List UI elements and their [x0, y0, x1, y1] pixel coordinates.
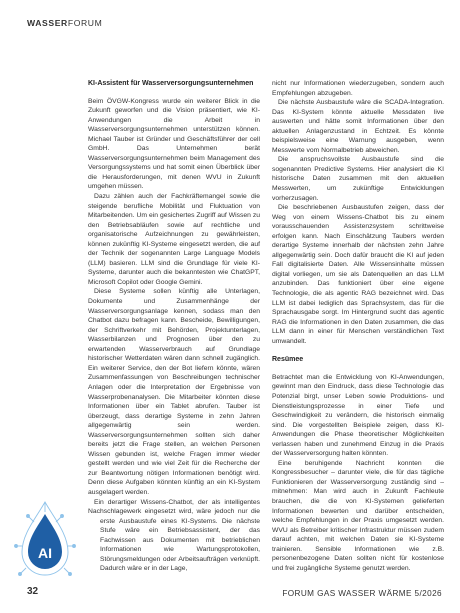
paragraph: Die nächste Ausbaustufe wäre die SCADA-Integration. Das KI-System könnte aktuelle Messdaten live auswerten und hätte somit Informationen über den aktuellen Anlagenzustand in Echtzeit. Es könnte beispielsweise eine Warnung ausgeben, wenn Messwerte vom Normalbetrieb abweichen. [272, 99, 444, 154]
ai-drop-icon [14, 498, 76, 584]
header-brand-normal: FORUM [67, 18, 103, 28]
magazine-section-header [27, 18, 102, 28]
paragraph: Beim ÖVGW-Kongress wurde ein weiterer Blick in die Zukunft geworfen und die Vision präsentiert, wie KI-Anwendungen die Arbeit in Wasserversorgungsunternehmen unterstützen können. Michael Tauber ist Gründer und Geschäftsführer der cell GmbH. Das Unternehmen berät Wasserversorgungsunternehmen beim Management des Versorgungssystems und hat somit einen Überblick über die Herausforderungen, mit denen WVU in Zukunft umgehen müssen. [88, 97, 260, 191]
right-column [272, 79, 444, 573]
paragraph: Betrachtet man die Entwicklung von KI-Anwendungen, gewinnt man den Eindruck, dass diese Technologie das Potenzial birgt, unser Leben sowie Produktions- und Dienstleistungsprozesse in einer Tiefe und Geschwindigkeit zu verändern, die historisch einmalig sind. Die vorgestellten Beispiele zeigen, dass KI-Anwendungen die Phase theoretischer Möglichkeiten verlassen haben und zunehmend Einzug in die Praxis der Wasserversorgung halten könnten. [272, 373, 444, 458]
header-brand-bold: WASSER [27, 18, 68, 28]
paragraph: Diese Systeme sollen künftig alle Unterlagen, Dokumente und Zusammenhänge der Wasserversorgungsanlage kennen, sodass man den Chatbot dazu befragen kann. Bescheide, Bewilligungen, der Schriftverkehr mit Behörden, Projektunterlagen, Wasserbilanzen und Prognosen über den zu erwartenden Wasserverbrauch auf Grundlage historischer Wetterdaten wären dann schnell zugänglich. Ein weiterer Service, den der Bot liefern könnte, wären Zusammenfassungen von Beschreibungen technischer Anlagen oder die Interpretation der Ergebnisse von Wasserprobenanalysen. Die Mitarbeiter könnten diese Informationen über ein Tablet abrufen. Tauber ist überzeugt, dass derartige Systeme in zehn Jahren allgegenwärtig sein werden. Wasserversorgungsunternehmen sollten sich daher bereits jetzt die Frage stellen, an welchen Personen Wissen gebunden ist, welche Fragen immer wieder gestellt werden und wie viel Zeit für die Recherche der zur Beantwortung nötigen Informationen benötigt wird. Denn diese Aufgaben könnten künftig an ein KI-System ausgelagert werden. [88, 288, 260, 496]
summary-heading: Resümee [272, 356, 304, 364]
paragraph: Dazu zählen auch der Fachkräftemangel sowie die steigende berufliche Mobilität und Fluktuation von Mitarbeitenden. Um ein gesichertes Zugriff auf Wissen zu den Betriebsabläufen sowie auf rechtliche und organisatorische Aufzeichnungen zu gewährleisten, können zukünftig KI-Systeme eingesetzt werden, die auf der Technik der sogenannten Large Language Models (LLM) basieren. LLM sind die Grundlage für viele KI-Systeme, darunter auch die bekanntesten wie ChatGPT, Microsoft Copilot oder Google Gemini. [88, 193, 260, 286]
paragraph: Eine beruhigende Nachricht konnten die Kongressbesucher – darunter viele, die für das tägliche Funktionieren der Wasserversorgung zuständig sind – mitnehmen: Man wird auch in Zukunft Fachleute brauchen, die die von KI-Systemen gelieferten Informationen bewerten und darüber entscheiden, welche Empfehlungen in der Praxis umgesetzt werden. WVU als Betreiber kritischer Infrastruktur müssen zudem darauf achten, mit welchen Daten sie KI-Systeme trainieren. Sensible Informationen wie z.B. personenbezogene Daten sollten nicht für kostenlose und frei zugängliche Systeme genutzt werden. [272, 459, 444, 572]
paragraph: Ein derartiger Wissens-Chatbot, der als intelligentes Nachschlagewerk eingesetzt wird, wäre jedoch nur die erste Ausbaustufe eines KI-Systems. Die nächste Stufe wäre ein Betriebsassistent, der das Fachwissen aus Dokumenten mit betrieblichen Informationen wie Wartungsprotokollen, Störungsmeldungen oder Arbeitsaufträgen verknüpft. Dadurch wäre er in der Lage, [88, 498, 260, 573]
paragraph: Die anspruchsvollste Ausbaustufe sind die sogenannten Predictive Systems. Hier analysiert die KI historische Daten zusammen mit den aktuellen Messwerten, um zukünftige Entwicklungen vorherzusagen. [272, 156, 444, 202]
ai-badge-label: AI [38, 545, 52, 561]
article-heading: KI-Assistent für Wasserversorgungsunternehmen [88, 80, 254, 87]
left-column [88, 79, 260, 590]
journal-footer: FORUM GAS WASSER WÄRME 5/2026 [282, 589, 442, 598]
page-number: 32 [27, 586, 39, 597]
paragraph: nicht nur Informationen wiederzugeben, sondern auch Empfehlungen abzugeben. [272, 80, 444, 97]
paragraph: Die beschriebenen Ausbaustufen zeigen, dass der Weg von einem Wissens-Chatbot bis zu einem vorausschauenden Assistenzsystem schrittweise erfolgen kann. Nach Einschätzung Taubers werden derartige Systeme innerhalb der nächsten zehn Jahre allgegenwärtig sein. Doch dafür braucht die KI auf jeden Fall digitalisierte Daten. Alle Wissensinhalte müssen digital vorliegen, um sie als Datenquellen an das LLM anzubinden. Das funktioniert über eine eigene Technologie, die als agentic RAG bezeichnet wird. Das LLM ist dabei lediglich das Sprachsystem, das für die Sprachausgabe sorgt. Im Hintergrund sucht das agentic RAG die Informationen in den Daten zusammen, die das LLM dann in einer für Menschen verständlichen Text umwandelt. [272, 204, 444, 345]
